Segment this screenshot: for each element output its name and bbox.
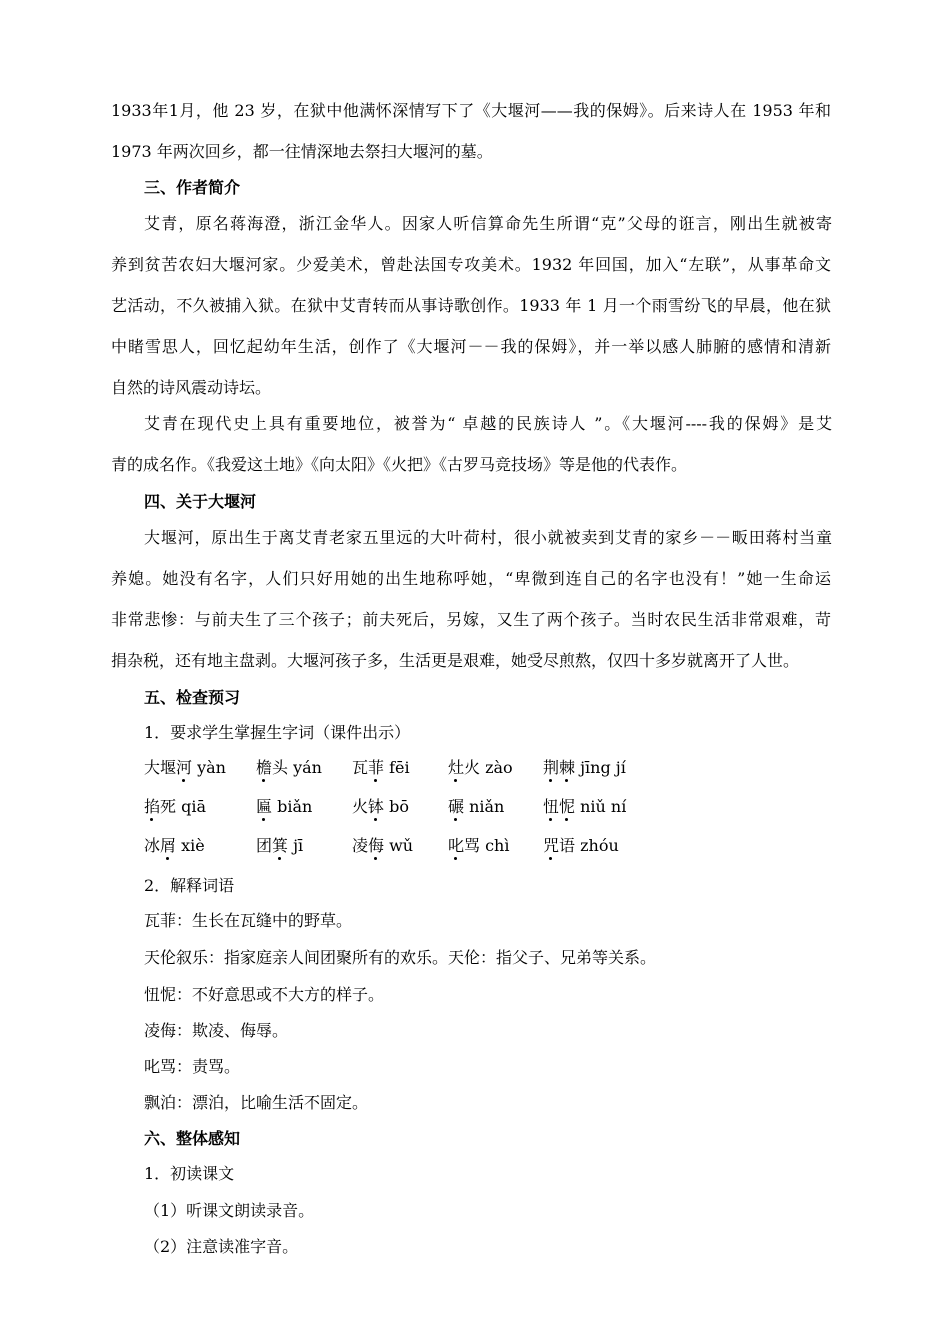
list-item: （2）注意读准字音。	[144, 1237, 299, 1256]
paragraph-line: 1933年1月，他 23 岁，在狱中他满怀深情写下了《大堰河——我的保姆》。后来诗人在 1953 年和	[111, 101, 831, 120]
vocab-item: 灶火 zào	[448, 758, 513, 777]
emphasis-dot	[150, 818, 153, 821]
definition-line: 凌侮：欺凌、侮辱。	[144, 1021, 289, 1040]
vocab-item: 荆棘 jīng jí	[543, 758, 626, 777]
paragraph-line: 非常悲惨：与前夫生了三个孩子；前夫死后，另嫁，又生了两个孩子。当时农民生活非常艰难，苛	[111, 610, 831, 629]
emphasis-dot	[549, 779, 552, 782]
vocab-item: 火钵 bō	[352, 797, 409, 816]
vocab-row	[144, 796, 744, 820]
definition-line: 飘泊：漂泊，比喻生活不固定。	[144, 1093, 369, 1112]
vocab-row	[144, 835, 744, 859]
definition-line: 忸怩：不好意思或不大方的样子。	[144, 985, 385, 1004]
emphasis-dot	[454, 818, 457, 821]
vocab-item: 碾 niǎn	[448, 797, 505, 816]
emphasis-dot	[565, 818, 568, 821]
paragraph-line: 养到贫苦农妇大堰河家。少爱美术，曾赴法国专攻美术。1932 年回国，加入“左联”，从事革命文	[111, 255, 831, 274]
paragraph-line: 艺活动，不久被捕入狱。在狱中艾青转而从事诗歌创作。1933 年 1 月一个雨雪纷飞的早晨，他在狱	[111, 296, 831, 315]
vocab-item: 咒语 zhóu	[543, 836, 619, 855]
emphasis-dot	[374, 857, 377, 860]
section-heading: 四、关于大堰河	[144, 492, 257, 511]
vocab-item: 掐死 qiā	[144, 797, 206, 816]
paragraph-line: 青的成名作。《我爱这土地》《向太阳》《火把》《古罗马竞技场》等是他的代表作。	[111, 455, 688, 474]
definition-line: 叱骂：责骂。	[144, 1057, 241, 1076]
vocab-item: 叱骂 chì	[448, 836, 510, 855]
definition-line: 瓦菲：生长在瓦缝中的野草。	[144, 911, 353, 930]
vocab-item: 团箕 jī	[256, 836, 304, 855]
emphasis-dot	[374, 779, 377, 782]
vocab-row	[144, 757, 744, 781]
emphasis-dot	[565, 779, 568, 782]
emphasis-dot	[262, 779, 265, 782]
paragraph-line: 中睹雪思人，回忆起幼年生活，创作了《大堰河－－我的保姆》，并一举以感人肺腑的感情和清新	[111, 337, 831, 356]
subsection-title: 2．解释词语	[144, 876, 235, 895]
list-item: （1）听课文朗读录音。	[144, 1201, 315, 1220]
emphasis-dot	[278, 857, 281, 860]
paragraph-line: 捐杂税，还有地主盘剥。大堰河孩子多，生活更是艰难，她受尽煎熬，仅四十多岁就离开了人世。	[111, 651, 800, 670]
emphasis-dot	[262, 818, 265, 821]
section-heading: 五、检查预习	[144, 688, 241, 707]
subsection-title: 1．初读课文	[144, 1164, 235, 1183]
definition-line: 天伦叙乐：指家庭亲人间团聚所有的欢乐。天伦：指父子、兄弟等关系。	[144, 948, 657, 967]
emphasis-dot	[374, 818, 377, 821]
paragraph-line: 1973 年两次回乡，都一往情深地去祭扫大堰河的墓。	[111, 142, 493, 161]
emphasis-dot	[166, 857, 169, 860]
vocab-item: 大堰河 yàn	[144, 758, 226, 777]
paragraph-line: 养媳。她没有名字，人们只好用她的出生地称呼她，“卑微到连自己的名字也没有！”她一生命运	[111, 569, 831, 588]
emphasis-dot	[454, 779, 457, 782]
vocab-item: 檐头 yán	[256, 758, 322, 777]
vocab-item: 瓦菲 fēi	[352, 758, 410, 777]
emphasis-dot	[549, 818, 552, 821]
vocab-item: 凌侮 wǔ	[352, 836, 414, 855]
section-heading: 三、作者简介	[144, 178, 241, 197]
vocab-item: 匾 biǎn	[256, 797, 313, 816]
vocab-item: 忸怩 niǔ ní	[543, 797, 627, 816]
vocab-item: 冰屑 xiè	[144, 836, 205, 855]
paragraph-line: 自然的诗风震动诗坛。	[111, 378, 272, 397]
emphasis-dot	[454, 857, 457, 860]
paragraph-line: 艾青，原名蒋海澄，浙江金华人。因家人听信算命先生所谓“克”父母的诳言，刚出生就被寄	[144, 214, 832, 233]
section-heading: 六、整体感知	[144, 1129, 241, 1148]
emphasis-dot	[549, 857, 552, 860]
emphasis-dot	[182, 779, 185, 782]
paragraph-line: 大堰河，原出生于离艾青老家五里远的大叶荷村，很小就被卖到艾青的家乡－－畈田蒋村当童	[144, 528, 832, 547]
subsection-title: 1．要求学生掌握生字词（课件出示）	[144, 723, 411, 742]
paragraph-line: 艾青在现代史上具有重要地位，被誉为“ 卓越的民族诗人 ”。《大堰河----我的保姆》是艾	[144, 414, 832, 433]
